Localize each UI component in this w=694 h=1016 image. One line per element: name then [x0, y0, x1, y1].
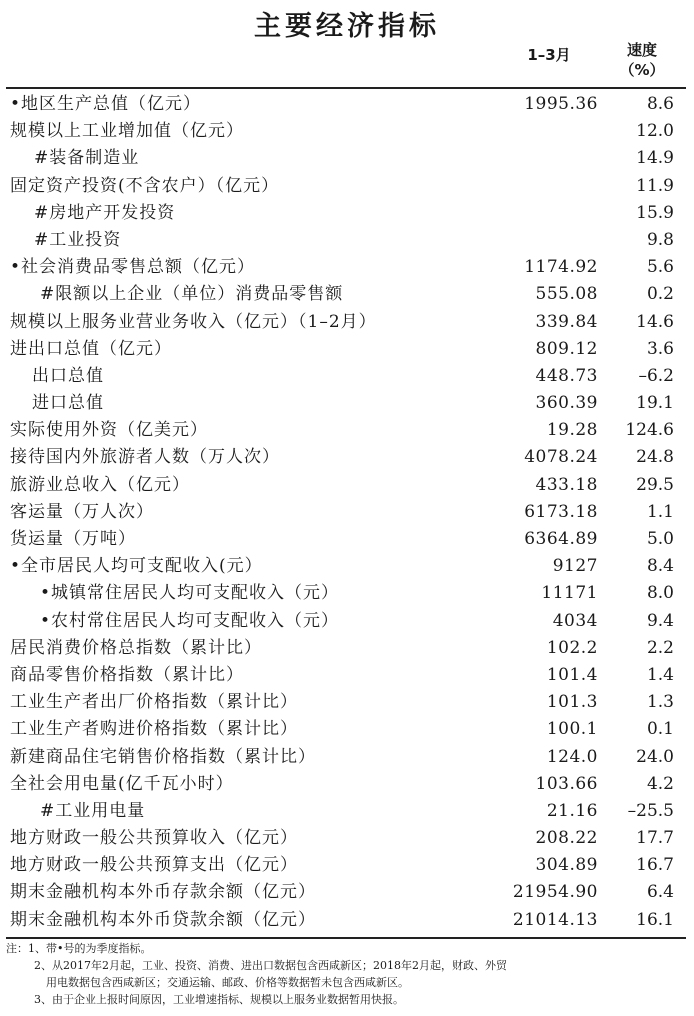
- indicator-growth: 1.1: [646, 501, 674, 522]
- table-row: [10, 444, 690, 471]
- table-row: [10, 200, 690, 227]
- indicator-value: 103.66: [535, 773, 598, 794]
- indicator-value: 124.0: [546, 746, 598, 767]
- indicator-label: 固定资产投资(不含农户）（亿元）: [10, 175, 280, 196]
- indicator-value: 4034: [552, 610, 598, 631]
- indicator-label: •社会消费品零售总额（亿元）: [10, 257, 256, 278]
- indicator-label: 出口总值: [32, 365, 104, 386]
- table-top-rule: [6, 87, 686, 89]
- footnote-1: 注：1、带•号的为季度指标。: [6, 942, 152, 955]
- footnote-2-continued: 用电数据包含西咸新区；交通运输、邮政、价格等数据暂未包含西咸新区。: [46, 976, 409, 989]
- indicator-growth: 5.0: [646, 529, 674, 549]
- table-row: [10, 553, 690, 580]
- indicator-growth: 0.1: [646, 719, 674, 740]
- indicator-value: 1174.92: [524, 257, 598, 278]
- indicator-value: 21954.90: [512, 882, 598, 903]
- indicator-growth: 8.6: [646, 94, 674, 114]
- indicator-label: •农村常住居民人均可支配收入（元）: [40, 610, 340, 631]
- indicator-value: 1995.36: [524, 94, 598, 114]
- indicator-growth: 11.9: [636, 175, 674, 196]
- indicator-value: 21014.13: [512, 909, 598, 930]
- indicator-value: 100.1: [546, 719, 598, 740]
- table-row: [10, 363, 690, 390]
- indicator-label: 新建商品住宅销售价格指数（累计比）: [10, 746, 316, 767]
- indicator-label: •地区生产总值（亿元）: [10, 94, 202, 114]
- indicator-value: 6364.89: [524, 529, 598, 549]
- indicator-growth: 5.6: [646, 257, 674, 278]
- indicator-growth: 16.1: [636, 909, 674, 930]
- column-header-speed-unit: （%）: [619, 61, 665, 79]
- indicator-label: #房地产开发投资: [34, 202, 176, 223]
- indicator-growth: 29.5: [636, 474, 674, 495]
- indicator-label: 规模以上工业增加值（亿元）: [10, 121, 244, 142]
- indicator-growth: 4.2: [646, 773, 674, 794]
- indicator-label: #工业用电量: [40, 800, 146, 821]
- indicator-value: 11171: [541, 583, 598, 604]
- table-row: [10, 825, 690, 852]
- table-row: [10, 390, 690, 417]
- indicator-growth: 24.0: [636, 746, 674, 767]
- table-row: [10, 689, 690, 716]
- table-row: [10, 907, 690, 934]
- table-row: [10, 91, 690, 118]
- indicator-growth: 14.9: [636, 148, 674, 169]
- indicator-growth: –25.5: [627, 800, 674, 821]
- indicator-value: 4078.24: [524, 447, 598, 468]
- indicator-label: #工业投资: [34, 229, 122, 250]
- column-header-speed: [606, 40, 678, 80]
- indicator-growth: 9.4: [646, 610, 674, 631]
- indicator-value: 101.3: [546, 692, 598, 713]
- indicator-value: 19.28: [546, 420, 598, 441]
- indicator-growth: 6.4: [646, 882, 674, 903]
- indicator-growth: 9.8: [646, 229, 674, 250]
- indicator-growth: 16.7: [636, 855, 674, 876]
- indicator-growth: 1.3: [646, 692, 674, 713]
- indicator-label: 货运量（万吨）: [10, 529, 136, 549]
- table-row: [10, 173, 690, 200]
- indicator-label: 居民消费价格总指数（累计比）: [10, 637, 262, 658]
- indicator-growth: 2.2: [646, 637, 674, 658]
- indicator-growth: 8.0: [646, 583, 674, 604]
- table-row: [10, 227, 690, 254]
- indicator-growth: 19.1: [636, 393, 674, 414]
- column-header-period: 1–3月: [527, 46, 571, 64]
- indicator-growth: 17.7: [636, 828, 674, 849]
- column-header-speed-label: 速度: [626, 41, 657, 59]
- indicator-label: 接待国内外旅游者人数（万人次）: [10, 447, 280, 468]
- indicator-growth: 1.4: [646, 664, 674, 685]
- indicator-label: 客运量（万人次）: [10, 501, 154, 522]
- table-row: [10, 662, 690, 689]
- indicator-value: 101.4: [546, 664, 598, 685]
- table-row: [10, 145, 690, 172]
- indicator-label: 旅游业总收入（亿元）: [10, 474, 190, 495]
- indicator-label: 工业生产者购进价格指数（累计比）: [10, 719, 298, 740]
- table-row: [10, 580, 690, 607]
- indicator-growth: –6.2: [638, 365, 674, 386]
- indicator-label: #限额以上企业（单位）消费品零售额: [40, 284, 344, 305]
- indicator-label: 全社会用电量(亿千瓦小时）: [10, 773, 234, 794]
- table-row: [10, 118, 690, 145]
- indicator-growth: 124.6: [625, 420, 674, 441]
- footnote-3: 3、由于企业上报时间原因，工业增速指标、规模以上服务业数据暂用快报。: [34, 993, 404, 1006]
- indicator-growth: 14.6: [636, 311, 674, 332]
- footnotes: [6, 940, 690, 1008]
- table-bottom-rule: [6, 937, 686, 939]
- indicator-value: 21.16: [546, 800, 598, 821]
- indicator-label: 进口总值: [32, 393, 104, 414]
- table-row: [10, 635, 690, 662]
- indicator-growth: 8.4: [646, 556, 674, 577]
- indicator-label: •城镇常住居民人均可支配收入（元）: [40, 583, 340, 604]
- indicator-label: •全市居民人均可支配收入(元）: [10, 556, 263, 577]
- footnote-2: 2、从2017年2月起，工业、投资、消费、进出口数据包含西咸新区；2018年2月起，财政、外贸: [34, 959, 507, 972]
- indicator-value: 339.84: [535, 311, 598, 332]
- indicator-growth: 3.6: [646, 338, 674, 359]
- table-row: [10, 744, 690, 771]
- table-row: [10, 417, 690, 444]
- table-row: [10, 608, 690, 635]
- table-row: [10, 499, 690, 526]
- indicator-label: 地方财政一般公共预算支出（亿元）: [10, 855, 298, 876]
- table-row: [10, 771, 690, 798]
- indicator-label: 工业生产者出厂价格指数（累计比）: [10, 692, 298, 713]
- indicator-label: 地方财政一般公共预算收入（亿元）: [10, 828, 298, 849]
- table-row: [10, 309, 690, 336]
- table-row: [10, 472, 690, 499]
- indicator-value: 809.12: [535, 338, 598, 359]
- indicator-value: 433.18: [535, 474, 598, 495]
- table-row: [10, 526, 690, 553]
- page-title: 主要经济指标: [254, 11, 440, 42]
- table-row: [10, 879, 690, 906]
- indicator-value: 102.2: [546, 637, 598, 658]
- indicator-value: 208.22: [535, 828, 598, 849]
- table-row: [10, 254, 690, 281]
- indicator-label: 期末金融机构本外币存款余额（亿元）: [10, 882, 316, 903]
- indicator-growth: 15.9: [636, 202, 674, 223]
- indicator-value: 555.08: [535, 284, 598, 305]
- indicator-value: 360.39: [535, 393, 598, 414]
- indicator-value: 6173.18: [524, 501, 598, 522]
- table-row: [10, 281, 690, 308]
- indicator-value: 448.73: [535, 365, 598, 386]
- table-row: [10, 336, 690, 363]
- indicator-growth: 0.2: [646, 284, 674, 305]
- indicator-value: 304.89: [535, 855, 598, 876]
- indicator-growth: 12.0: [636, 121, 674, 142]
- table-row: [10, 798, 690, 825]
- table-row: [10, 852, 690, 879]
- indicator-label: 期末金融机构本外币贷款余额（亿元）: [10, 909, 316, 930]
- indicator-label: 进出口总值（亿元）: [10, 338, 172, 359]
- indicator-value: 9127: [552, 556, 598, 577]
- indicator-label: #装备制造业: [34, 148, 140, 169]
- table-row: [10, 716, 690, 743]
- indicator-label: 商品零售价格指数（累计比）: [10, 664, 244, 685]
- indicator-label: 实际使用外资（亿美元）: [10, 420, 208, 441]
- indicator-growth: 24.8: [636, 447, 674, 468]
- indicator-label: 规模以上服务业营业务收入（亿元）（1–2月）: [10, 311, 377, 332]
- indicator-table: [10, 91, 690, 934]
